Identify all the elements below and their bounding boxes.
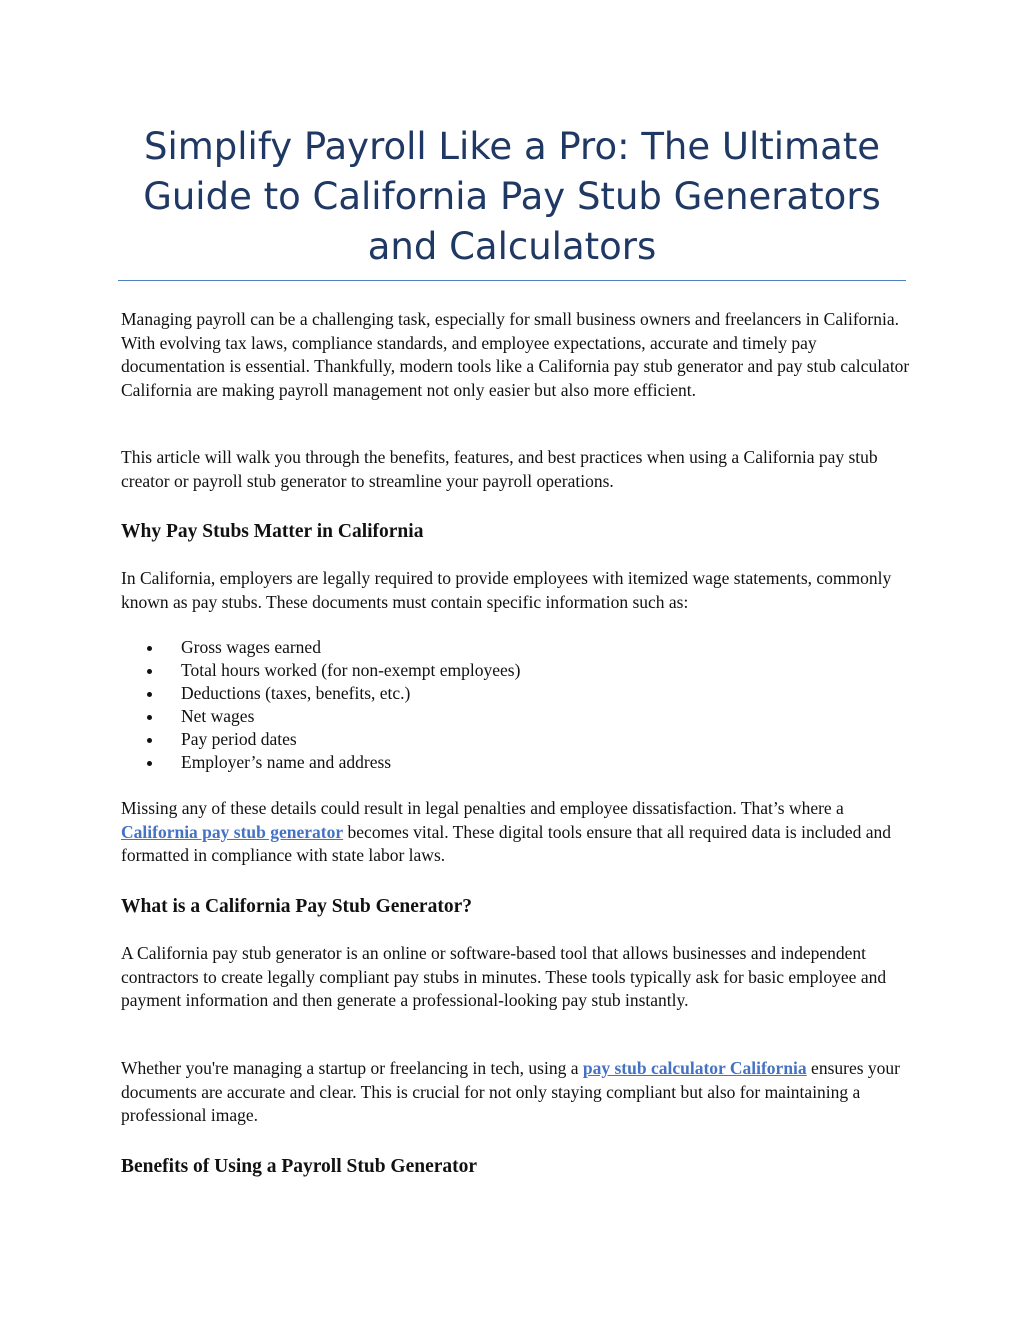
pay-stub-calculator-california-link[interactable]: pay stub calculator California — [582, 1058, 807, 1078]
intro-paragraph-1: Managing payroll can be a challenging task, especially for small business owners and freelancers in California. With evolving tax laws, compliance standards, and employee expectations, accurate and timely pay documentation is essential. Thankfully, modern tools like a California pay stub generator and pay stub calculator California are making payroll management not only easier but also more efficient. — [121, 309, 910, 400]
list-item — [121, 728, 881, 751]
list-item-text: Pay period dates — [181, 729, 297, 749]
bullet-icon — [147, 669, 152, 674]
required-info-list — [121, 636, 881, 774]
bullet-icon — [147, 738, 152, 743]
section-2-paragraph-1: A California pay stub generator is an online or software-based tool that allows businesses and independent contractors to create legally compliant pay stubs in minutes. These tools typically ask for basic employee and payment information and then generate a professional-looking pay stub instantly. — [121, 943, 887, 1010]
list-item-text: Employer’s name and address — [181, 752, 392, 772]
paragraph-text: becomes vital. These digital tools ensure that all required data is included and formatted in compliance with state labor laws. — [121, 821, 892, 865]
list-item — [121, 751, 881, 774]
section-1-paragraph: In California, employers are legally required to provide employees with itemized wage statements, commonly known as pay stubs. These documents must contain specific information such as: — [121, 568, 892, 612]
document-title: Simplify Payroll Like a Pro: The Ultimate Guide to California Pay Stub Generators and Calculators — [143, 125, 881, 268]
section-heading-why-pay-stubs: Why Pay Stubs Matter in California — [121, 521, 424, 542]
list-item — [121, 636, 881, 659]
list-item — [121, 682, 881, 705]
section-heading-what-is-generator: What is a California Pay Stub Generator? — [121, 896, 472, 917]
list-item-text: Gross wages earned — [181, 637, 321, 657]
list-item-text: Net wages — [181, 706, 255, 726]
list-item — [121, 705, 881, 728]
list-item — [121, 659, 881, 682]
bullet-icon — [147, 761, 152, 766]
bullet-icon — [147, 692, 152, 697]
bullet-icon — [147, 646, 152, 651]
california-pay-stub-generator-link[interactable]: California pay stub generator — [121, 821, 344, 842]
paragraph-text: Missing any of these details could result in legal penalties and employee dissatisfaction. That’s where a — [121, 798, 844, 818]
section-1-closing-paragraph — [121, 797, 911, 868]
section-2-paragraph-2 — [121, 1057, 911, 1128]
title-divider — [118, 280, 906, 281]
list-item-text: Deductions (taxes, benefits, etc.) — [181, 683, 411, 703]
list-item-text: Total hours worked (for non-exempt employees) — [181, 660, 521, 680]
section-heading-benefits: Benefits of Using a Payroll Stub Generator — [121, 1156, 478, 1177]
paragraph-text: Whether you're managing a startup or freelancing in tech, using a — [121, 1058, 583, 1078]
bullet-icon — [147, 715, 152, 720]
paragraph-text: ensures your documents are accurate and clear. This is crucial for not only staying compliant but also for maintaining a professional image. — [121, 1058, 900, 1125]
intro-paragraph-2: This article will walk you through the benefits, features, and best practices when using a California pay stub creator or payroll stub generator to streamline your payroll operations. — [121, 447, 878, 491]
